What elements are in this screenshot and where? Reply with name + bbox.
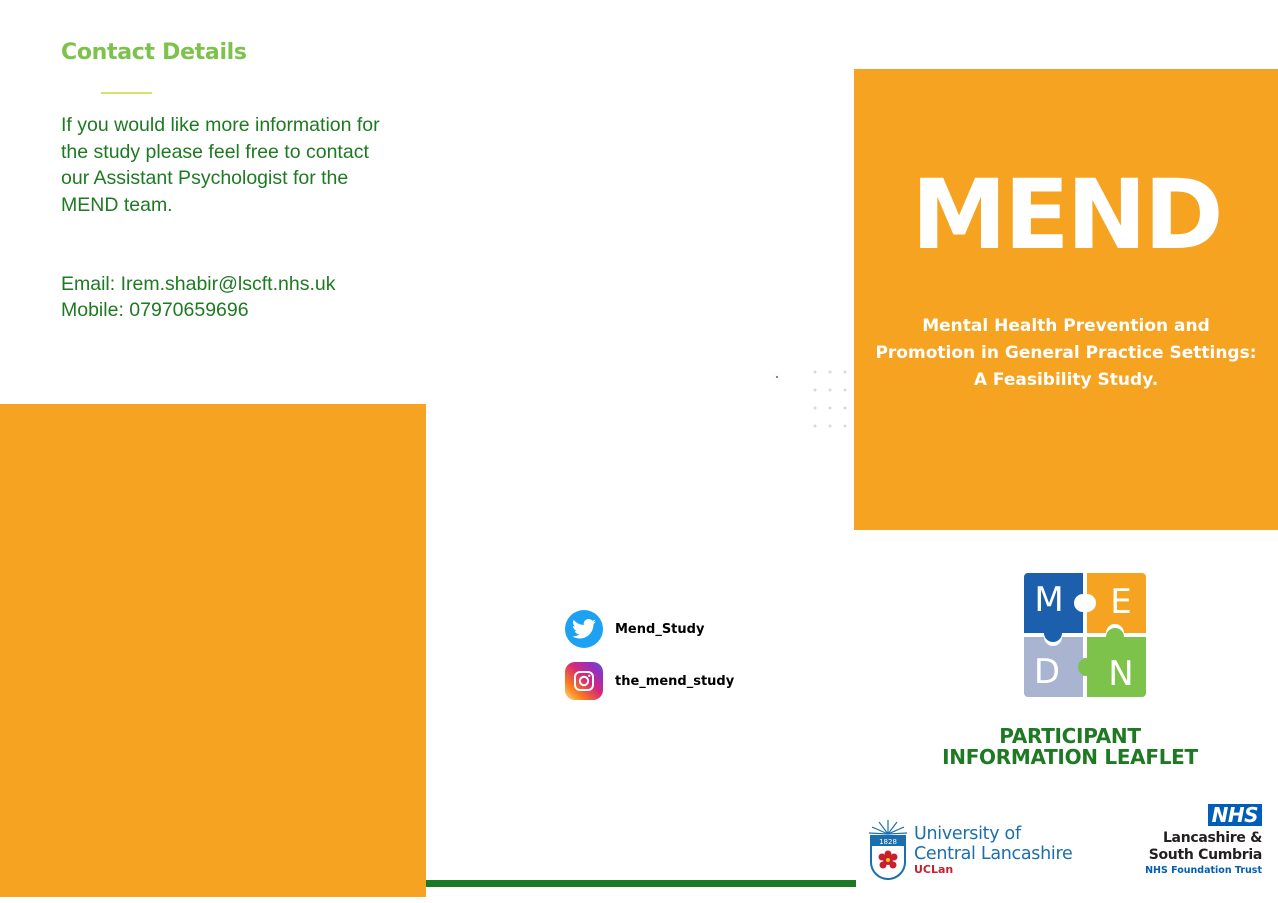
nhs-trust-name: NHS Foundation Trust (1145, 865, 1262, 876)
cover-subtitle-line: A Feasibility Study. (973, 370, 1159, 390)
instagram-handle: the_mend_study (615, 673, 735, 689)
nhs-org-line: South Cumbria (1148, 847, 1262, 863)
uclan-logo (868, 818, 1072, 882)
left-orange-panel (0, 404, 426, 897)
nhs-logo (1130, 804, 1262, 877)
cover-orange-panel (854, 69, 1278, 530)
contact-paragraph: If you would like more information for the study please feel free to contact our Assistant Psychologist for the MEND team. (61, 114, 380, 216)
puzzle-letter-m: M (1034, 580, 1064, 620)
cover-title: MEND (911, 159, 1221, 271)
cover-subtitle-line: Promotion in General Practice Settings: (875, 343, 1257, 363)
contact-mobile: Mobile: 07970659696 (61, 299, 249, 321)
twitter-icon (565, 610, 603, 648)
instagram-icon (565, 662, 603, 700)
leaflet-title (870, 726, 1270, 768)
uclan-name-line: University of (914, 824, 1021, 844)
nhs-badge: NHS (1208, 804, 1262, 826)
contact-email: Email: Irem.shabir@lscft.nhs.uk (61, 273, 336, 295)
twitter-handle-row[interactable] (565, 610, 704, 648)
leaflet-title-line: PARTICIPANT (999, 724, 1141, 748)
cover-subtitle-line: Mental Health Prevention and (922, 316, 1210, 336)
puzzle-letter-d: D (1033, 652, 1061, 692)
instagram-handle-row[interactable] (565, 662, 734, 700)
cover-subtitle (854, 313, 1278, 394)
bottom-green-rule (426, 880, 856, 887)
nhs-org-line: Lancashire & (1162, 830, 1262, 846)
puzzle-letter-n: N (1108, 654, 1134, 694)
contact-details-heading: Contact Details (61, 40, 247, 65)
decorative-dot-grid (812, 369, 854, 431)
twitter-handle: Mend_Study (615, 621, 705, 637)
puzzle-letter-e: E (1110, 582, 1132, 622)
uclan-name-line: Central Lancashire (914, 844, 1073, 864)
decorative-dot (776, 376, 778, 378)
uclan-short-name: UCLan (914, 863, 954, 876)
heading-underline (101, 92, 152, 94)
uclan-year: 1828 (879, 838, 897, 846)
leaflet-title-line: INFORMATION LEAFLET (942, 745, 1198, 769)
uclan-crest-icon (868, 818, 908, 882)
mend-puzzle-logo (1024, 573, 1146, 697)
